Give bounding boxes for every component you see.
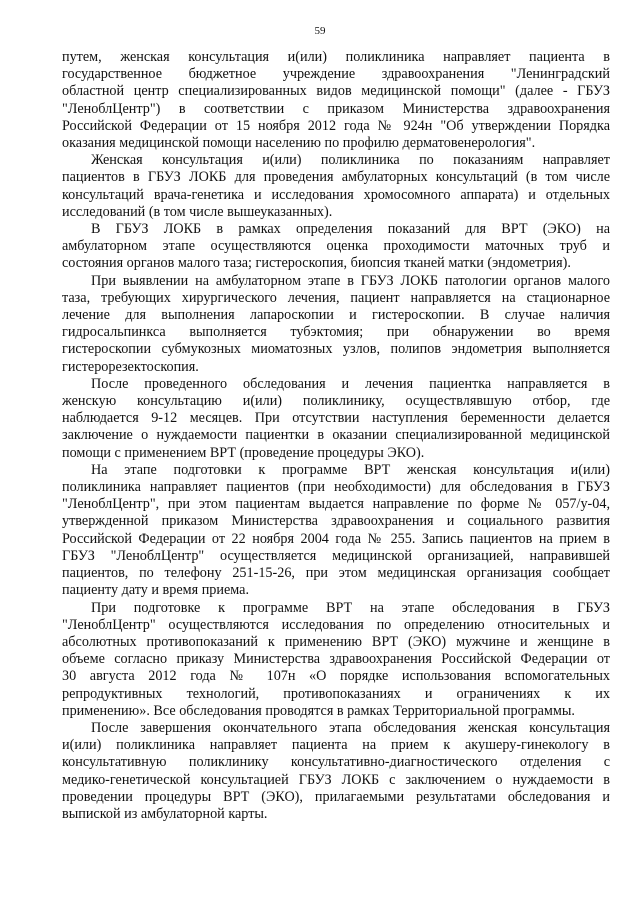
text-line: "ЛенoблЦентр" осуществляются исследования по определению относительных и	[62, 616, 610, 633]
text-line: таза, требующих хирургического лечения, пациент направляется на стационарное	[62, 289, 610, 306]
text-line: выпиской из амбулаторной карты.	[62, 805, 268, 822]
text-line: При подготовке к программе ВРТ на этапе обследования в ГБУЗ	[91, 599, 610, 616]
text-line: После завершения окончательного этапа обследования женская консультация	[91, 719, 610, 736]
paragraph	[62, 273, 610, 376]
text-line: и(или) поликлиника направляет пациента на прием к акушеру-гинекологу в	[62, 737, 610, 754]
text-line: В ГБУЗ ЛОКБ в рамках определения показаний для ВРТ (ЭКО) на	[91, 221, 610, 238]
text-line: "ЛенoблЦентр", при этом пациентам выдается направление по форме № 057/у-04,	[62, 496, 610, 513]
text-line: женскую консультацию и(или) поликлинику, осуществлявшую отбор, где	[62, 393, 610, 410]
paragraph	[62, 221, 610, 273]
text-line: оказания медицинской помощи населению по профилю дерматовенерология".	[62, 135, 536, 152]
text-line: заключение о нуждаемости пациентки в оказании специализированной медицинской	[62, 427, 610, 444]
text-line: Женская консультация и(или) поликлиника по показаниям направляет	[91, 152, 610, 169]
text-line: гидросальпинкса выполняется тубэктомия; при обнаружении во время	[62, 324, 610, 341]
paragraph	[62, 152, 610, 221]
document-body	[62, 49, 610, 823]
page-number: 59	[314, 25, 326, 37]
text-line: Российской Федерации от 22 ноября 2004 года № 255. Запись пациентов на прием в	[62, 530, 610, 547]
text-line: гистерорезектоскопия.	[62, 358, 199, 375]
text-line: пациенту дату и время приема.	[62, 582, 249, 599]
text-line: абсолютных противопоказаний к применению ВРТ (ЭКО) мужчине и женщине в	[62, 633, 610, 650]
text-line: На этапе подготовки к программе ВРТ женская консультация и(или)	[91, 461, 610, 478]
text-line: гистероскопии субмукозных миоматозных узлов, полипов эндометрия выполняется	[62, 341, 610, 358]
text-line: наблюдается 9-12 месяцев. При отсутствии наступления беременности делается	[62, 410, 610, 427]
text-line: Российской Федерации от 15 ноября 2012 года № 924н "Об утверждении Порядка	[62, 117, 610, 134]
text-line: "ЛенoблЦентр") в соответствии с приказом Министерства здравоохранения	[62, 100, 610, 117]
text-line: амбулаторном этапе осуществляются оценка проходимости маточных труб и	[62, 238, 610, 255]
paragraph	[62, 462, 610, 600]
text-line: репродуктивных технологий, противопоказаниях и ограничениях к их	[62, 685, 610, 702]
text-line: областной центр специализированных видов медицинской помощи" (далее - ГБУЗ	[62, 83, 610, 100]
text-line: поликлиника направляет пациентов (при необходимости) для обследования в ГБУЗ	[62, 479, 610, 496]
paragraph	[62, 49, 610, 152]
text-line: применению». Все обследования проводятся в рамках Территориальной программы.	[62, 702, 575, 719]
text-line: При выявлении на амбулаторном этапе в ГБУЗ ЛОКБ патологии органов малого	[91, 272, 610, 289]
text-line: консультативную поликлинику консультативно-диагностического отделения с	[62, 754, 610, 771]
text-line: После проведенного обследования и лечения пациентка направляется в	[91, 375, 610, 392]
paragraph	[62, 600, 610, 720]
paragraph	[62, 720, 610, 823]
text-line: государственное бюджетное учреждение здравоохранения "Ленинградский	[62, 66, 610, 83]
text-line: проведении процедуры ВРТ (ЭКО), прилагаемыми результатами обследования и	[62, 788, 610, 805]
text-line: путем, женская консультация и(или) поликлиника направляет пациента в	[62, 49, 610, 65]
text-line: помощи с применением ВРТ (проведение процедуры ЭКО).	[62, 444, 425, 461]
text-line: состояния органов малого таза; гистероскопия, биопсия тканей матки (эндометрия).	[62, 255, 571, 272]
text-line: пациентов, по телефону 251-15-26, при этом медицинская организация сообщает	[62, 565, 610, 582]
text-line: ГБУЗ "ЛенoблЦентр" осуществляется медицинской организацией, направившей	[62, 547, 610, 564]
text-line: медико-генетической консультацией ГБУЗ ЛОКБ с заключением о нуждаемости в	[62, 771, 610, 788]
text-line: объеме согласно приказу Министерства здравоохранения Российской Федерации от	[62, 651, 610, 668]
text-line: пациентов в ГБУЗ ЛОКБ для проведения амбулаторных консультаций (в том числе	[62, 169, 610, 186]
text-line: лечение для выполнения лапароскопии и гистероскопии. В случае наличия	[62, 307, 610, 324]
text-line: утвержденной приказом Министерства здравоохранения и социального развития	[62, 513, 610, 530]
text-line: исследований (в том числе вышеуказанных).	[62, 203, 333, 220]
text-line: консультаций врача-генетика и исследования хромосомного аппарата) и отдельных	[62, 186, 610, 203]
paragraph	[62, 376, 610, 462]
text-line: 30 августа 2012 года № 107н «О порядке использования вспомогательных	[62, 668, 610, 685]
